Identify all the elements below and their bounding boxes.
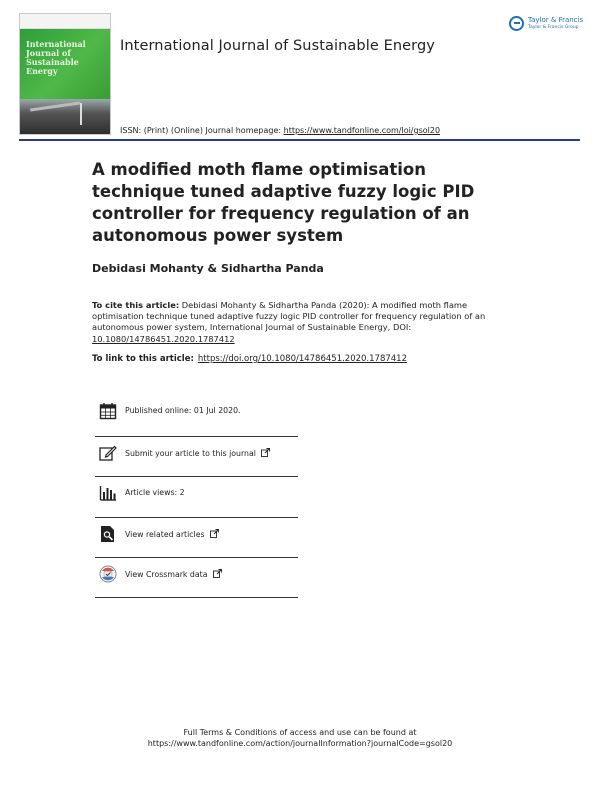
crossmark-icon bbox=[99, 565, 117, 583]
bar-chart-icon bbox=[99, 484, 117, 502]
cover-photo bbox=[20, 99, 110, 134]
related-articles-link[interactable] bbox=[125, 529, 219, 539]
footer-terms-link[interactable]: https://www.tandfonline.com/action/journalInformation?journalCode=gsol20 bbox=[147, 739, 453, 748]
publisher-logo[interactable] bbox=[509, 14, 585, 38]
external-link-icon bbox=[210, 529, 219, 538]
publisher-logo-icon bbox=[509, 16, 524, 31]
submit-article-text: Submit your article to this journal bbox=[125, 449, 256, 458]
calendar-icon bbox=[99, 402, 117, 420]
issn-line bbox=[120, 126, 440, 135]
crossmark-text: View Crossmark data bbox=[125, 570, 208, 579]
cover-photo-line bbox=[30, 102, 80, 112]
citation-label: To cite this article: bbox=[92, 300, 180, 310]
external-link-icon bbox=[261, 448, 270, 457]
journal-homepage-link[interactable]: https://www.tandfonline.com/loi/gsol20 bbox=[283, 126, 441, 135]
citation-doi-link[interactable]: 10.1080/14786451.2020.1787412 bbox=[92, 333, 235, 344]
published-online-text: Published online: 01 Jul 2020. bbox=[125, 406, 241, 415]
journal-cover-image bbox=[19, 13, 111, 135]
external-link-icon bbox=[213, 569, 222, 578]
publisher-name: Taylor & Francis bbox=[528, 16, 584, 24]
journal-title: International Journal of Sustainable Energy bbox=[120, 38, 435, 54]
citation-block bbox=[92, 300, 492, 345]
info-separator bbox=[95, 476, 298, 477]
article-link-label: To link to this article: bbox=[92, 354, 194, 364]
published-online-row bbox=[97, 400, 297, 426]
cover-title: International Journal of Sustainable Energy bbox=[26, 39, 86, 76]
crossmark-link[interactable] bbox=[125, 569, 222, 579]
article-link-line bbox=[92, 354, 407, 364]
pencil-square-icon bbox=[99, 444, 117, 462]
article-authors: Debidasi Mohanty & Sidhartha Panda bbox=[92, 262, 324, 275]
info-separator bbox=[95, 436, 298, 437]
document-search-icon bbox=[99, 525, 117, 543]
article-doi-url[interactable]: https://doi.org/10.1080/14786451.2020.1787412 bbox=[197, 354, 407, 364]
citation-text: Debidasi Mohanty & Sidhartha Panda (2020): A modified moth flame optimisation technique tuned adaptive fuzzy logic PID controller for frequency regulation of an autonomous power system, International Journal of Sustainable Energy, DOI: bbox=[92, 300, 486, 333]
related-articles-text: View related articles bbox=[125, 530, 205, 539]
cover-photo-pole bbox=[80, 103, 82, 125]
publisher-subname: Taylor & Francis Group bbox=[528, 25, 579, 30]
footer-terms-text: Full Terms & Conditions of access and use can be found at bbox=[183, 728, 417, 737]
crossmark-row[interactable] bbox=[97, 563, 297, 589]
info-separator bbox=[95, 597, 298, 598]
submit-article-row[interactable] bbox=[97, 442, 297, 468]
related-articles-row[interactable] bbox=[97, 523, 297, 549]
article-views-text: Article views: 2 bbox=[125, 488, 185, 497]
issn-text: ISSN: (Print) (Online) Journal homepage: bbox=[120, 126, 284, 135]
info-separator bbox=[95, 517, 298, 518]
info-separator bbox=[95, 557, 298, 558]
cover-top-strip bbox=[20, 14, 110, 29]
footer bbox=[0, 727, 600, 749]
article-title: A modified moth flame optimisation technique tuned adaptive fuzzy logic PID controller for frequency regulation of an autonomous power system bbox=[92, 160, 475, 245]
submit-article-link[interactable] bbox=[125, 448, 270, 458]
article-views-row bbox=[97, 482, 297, 508]
header-rule bbox=[19, 139, 580, 141]
